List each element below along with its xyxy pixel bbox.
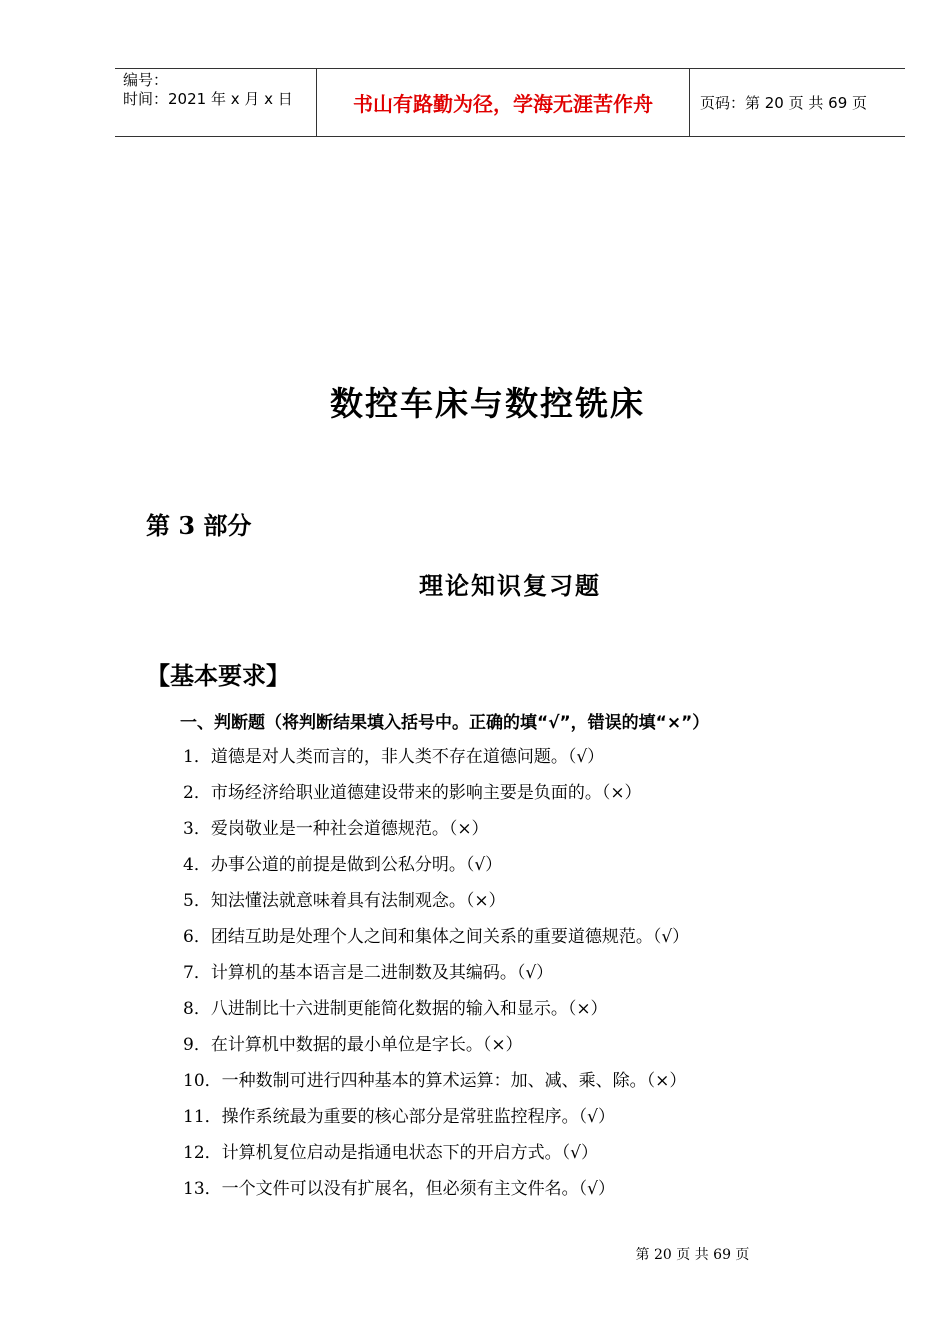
question-list (183, 743, 689, 1211)
question-item: 8．八进制比十六进制更能简化数据的输入和显示。（×） (183, 999, 608, 1019)
document-time-label: 时间：2021 年 x 月 x 日 (123, 90, 293, 108)
part-title: 第 3 部分 (146, 511, 252, 540)
header-motto: 书山有路勤为径，学海无涯苦作舟 (316, 69, 690, 136)
page-footer: 第 20 页 共 69 页 (635, 1247, 750, 1263)
question-item: 10．一种数制可进行四种基本的算术运算：加、减、乘、除。（×） (183, 1071, 687, 1091)
question-item: 2．市场经济给职业道德建设带来的影响主要是负面的。（×） (183, 783, 642, 803)
question-item: 9．在计算机中数据的最小单位是字长。（×） (183, 1035, 523, 1055)
header-info-cell (115, 69, 316, 136)
requirements-heading: 【基本要求】 (146, 661, 290, 690)
question-item: 7．计算机的基本语言是二进制数及其编码。（√） (183, 963, 554, 983)
document-number-label: 编号： (123, 71, 169, 89)
document-title: 数控车床与数控铣床 (330, 384, 645, 423)
header-table (115, 68, 905, 137)
question-item: 12．计算机复位启动是指通电状态下的开启方式。（√） (183, 1143, 598, 1163)
section-subtitle: 理论知识复习题 (419, 571, 601, 600)
question-item: 6．团结互助是处理个人之间和集体之间关系的重要道德规范。（√） (183, 927, 690, 947)
question-group-heading: 一、判断题（将判断结果填入括号中。正确的填“√”，错误的填“×”） (180, 713, 710, 733)
question-item: 11．操作系统最为重要的核心部分是常驻监控程序。（√） (183, 1107, 615, 1127)
question-item: 1．道德是对人类而言的，非人类不存在道德问题。（√） (183, 747, 605, 767)
question-item: 4．办事公道的前提是做到公私分明。（√） (183, 855, 503, 875)
question-item: 5．知法懂法就意味着具有法制观念。（×） (183, 891, 506, 911)
header-page-label: 页码：第 20 页 共 69 页 (700, 94, 868, 112)
question-item: 3．爱岗敬业是一种社会道德规范。（×） (183, 819, 489, 839)
question-item: 13．一个文件可以没有扩展名，但必须有主文件名。（√） (183, 1179, 615, 1199)
